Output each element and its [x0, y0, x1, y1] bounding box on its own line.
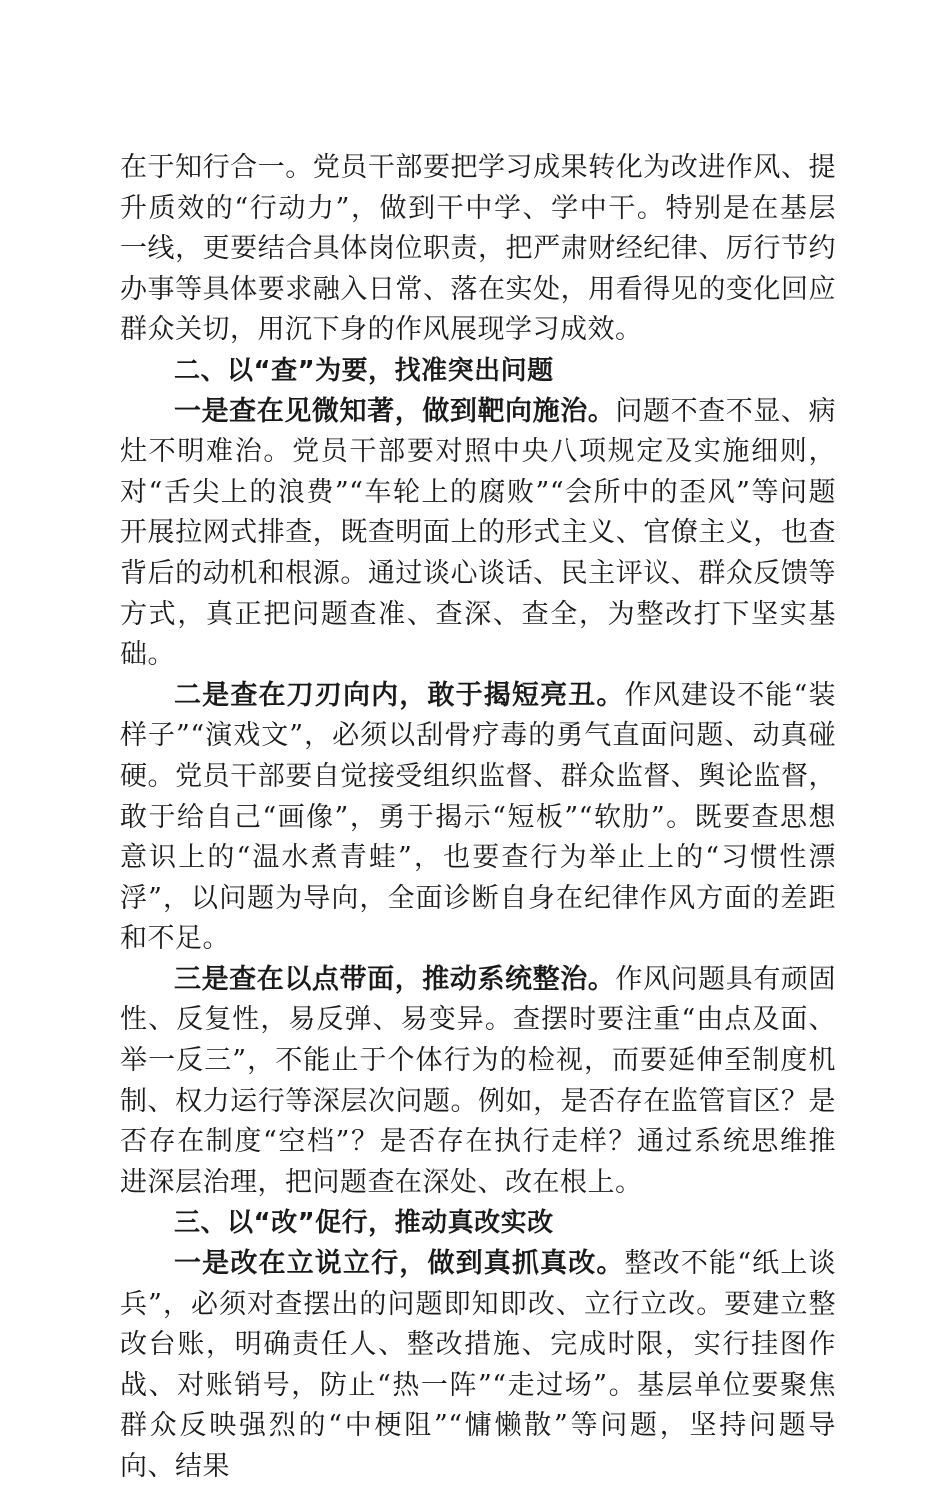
paragraph-text: 作风建设不能“装样子”“演戏文”，必须以刮骨疗毒的勇气直面问题、动真碰硬。党员干部要自觉接受组织监督、群众监督、舆论监督，敢于给自己“画像”，勇于揭示“短板”“软肋”。既要查思想意识上的“温水煮青蛙”，也要查行为举止上的“习惯性漂浮”，以问题为导向，全面诊断自身在纪律作风方面的差距和不足。 — [120, 679, 837, 955]
document-body — [120, 148, 836, 1488]
paragraph-lead: 一是查在见微知著，做到靶向施治。 — [174, 395, 616, 427]
paragraph-continuation — [120, 148, 836, 351]
paragraph-text: 问题不查不显、病灶不明难治。党员干部要对照中央八项规定及实施细则，对“舌尖上的浪费”“车轮上的腐败”“会所中的歪风”等问题开展拉网式排查，既查明面上的形式主义、官僚主义，也查背后的动机和根源。通过谈心谈话、民主评议、群众反馈等方式，真正把问题查准、查深、查全，为整改打下坚实基础。 — [120, 395, 836, 671]
paragraph-text: 整改不能“纸上谈兵”，必须对查摆出的问题即知即改、立行立改。要建立整改台账，明确责任人、整改措施、完成时限，实行挂图作战、对账销号，防止“热一阵”“走过场”。基层单位要聚焦群众反映强烈的“中梗阻”“慵懒散”等问题，坚持问题导向、结果 — [120, 1248, 837, 1482]
section-heading-gai — [120, 1203, 836, 1244]
paragraph-lead: 一是改在立说立行，做到真抓真改。 — [174, 1248, 625, 1280]
section-heading-text: 三、以“改”促行，推动真改实改 — [174, 1208, 554, 1239]
paragraph-lead: 三是查在以点带面，推动系统整治。 — [174, 963, 616, 995]
paragraph-gai-1 — [120, 1244, 836, 1488]
paragraph-lead: 二是查在刀刃向内，敢于揭短亮丑。 — [174, 679, 625, 711]
section-heading-cha — [120, 351, 836, 392]
paragraph-cha-1 — [120, 392, 836, 676]
paragraph-cha-3 — [120, 960, 836, 1204]
section-heading-text: 二、以“查”为要，找准突出问题 — [174, 355, 554, 386]
paragraph-text: 在于知行合一。党员干部要把学习成果转化为改进作风、提升质效的“行动力”，做到干中学、学中干。特别是在基层一线，更要结合具体岗位职责，把严肃财经纪律、厉行节约办事等具体要求融入日常、落在实处，用看得见的变化回应群众关切，用沉下身的作风展现学习成效。 — [120, 152, 836, 346]
paragraph-text: 作风问题具有顽固性、反复性，易反弹、易变异。查摆时要注重“由点及面、举一反三”，不能止于个体行为的检视，而要延伸至制度机制、权力运行等深层次问题。例如，是否存在监管盲区？是否存在制度“空档”？是否存在执行走样？通过系统思维推进深层治理，把问题查在深处、改在根上。 — [120, 963, 836, 1198]
paragraph-cha-2 — [120, 676, 836, 960]
